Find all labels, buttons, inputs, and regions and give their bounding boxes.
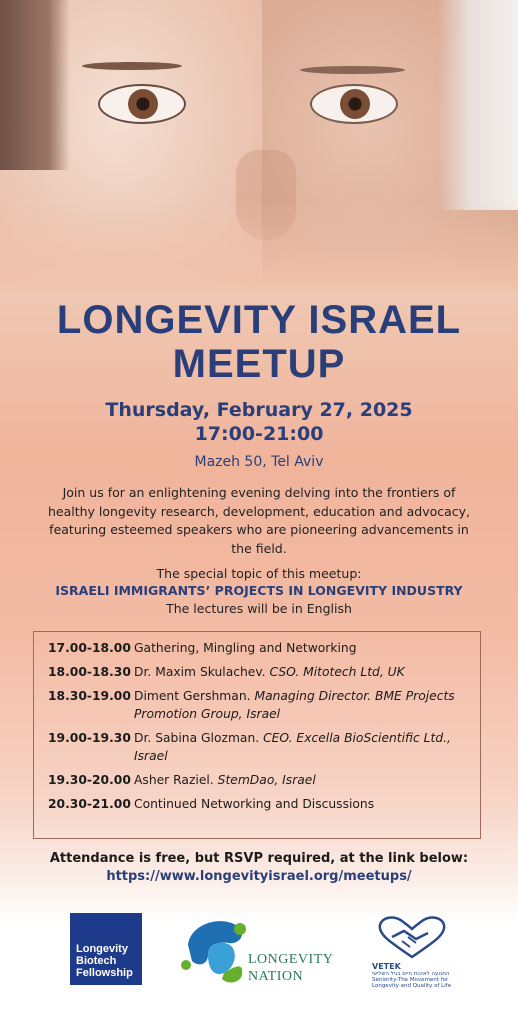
schedule-desc: Gathering, Mingling and Networking (134, 641, 357, 655)
vetek-subtitle: Seniority-The Movement for Longevity and Quality of Life (372, 977, 452, 990)
longevity-nation-emblem-icon (178, 915, 258, 987)
schedule-time: 17.00-18.00 (48, 641, 131, 655)
schedule-row (48, 663, 470, 681)
speaker-role: CEO. Excella BioScientific Ltd., Israel (134, 731, 451, 763)
speaker-role: StemDao, Israel (217, 773, 316, 787)
topic-title: ISRAELI IMMIGRANTS’ PROJECTS IN LONGEVITY INDUSTRY (55, 583, 463, 598)
schedule-desc: Asher Raziel. StemDao, Israel (134, 773, 316, 787)
schedule-time: 18.30-19.00 (48, 689, 131, 703)
schedule-row (48, 771, 470, 789)
longevity-biotech-fellowship-logo (70, 913, 142, 985)
vetek-logo (372, 913, 452, 993)
hero-fade (0, 200, 518, 290)
schedule-desc: Diment Gershman. Managing Director. BME Projects Promotion Group, Israel (134, 689, 455, 721)
speaker-role: CSO. Mitotech Ltd, UK (269, 665, 405, 679)
longevity-nation-text: LONGEVITY NATION (248, 952, 334, 984)
speaker-role: Managing Director. BME Projects Promotion Group, Israel (134, 689, 455, 721)
rsvp-link[interactable]: https://www.longevityisrael.org/meetups/ (106, 869, 412, 884)
vetek-hebrew: התנועה לאיכות חיים בגיל השלישי (372, 971, 450, 977)
schedule-desc: Dr. Maxim Skulachev. CSO. Mitotech Ltd, UK (134, 665, 405, 679)
young-eye (98, 84, 186, 124)
left-eyebrow (82, 62, 182, 70)
event-venue: Mazeh 50, Tel Aviv (194, 454, 324, 470)
lbf-line: Longevity (76, 943, 128, 955)
dark-hair (0, 0, 70, 170)
schedule-box (33, 631, 481, 839)
schedule-desc: Continued Networking and Discussions (134, 797, 375, 811)
topic-intro: The special topic of this meetup: (156, 566, 362, 581)
schedule-time: 18.00-18.30 (48, 665, 131, 679)
lbf-line: Biotech (76, 955, 117, 967)
schedule-time: 19.30-20.00 (48, 773, 131, 787)
title-line-1: LONGEVITY ISRAEL (56, 298, 462, 342)
schedule-time: 19.00-19.30 (48, 731, 131, 745)
lbf-line: Fellowship (76, 967, 133, 979)
longevity-nation-logo (178, 915, 348, 987)
title-line-2: MEETUP (172, 342, 346, 386)
hero-image (0, 0, 518, 290)
intro-text: Join us for an enlightening evening delving into the frontiers of healthy longevity research, development, education and advocacy, featuring esteemed speakers who are pioneering advancements in the field. (47, 485, 471, 556)
vetek-name: VETEK (372, 962, 401, 971)
schedule-row (48, 729, 470, 765)
schedule-desc: Dr. Sabina Glozman. CEO. Excella BioScientific Ltd., Israel (134, 731, 451, 763)
attendance-note: Attendance is free, but RSVP required, at the link below: (49, 851, 469, 866)
event-time: 17:00-21:00 (194, 423, 324, 445)
schedule-row (48, 639, 470, 657)
white-hair (438, 0, 518, 210)
old-eye (310, 84, 398, 124)
schedule-time: 20.30-21.00 (48, 797, 131, 811)
schedule-row (48, 795, 470, 813)
heart-handshake-icon (372, 913, 452, 961)
event-date: Thursday, February 27, 2025 (105, 399, 413, 421)
language-note: The lectures will be in English (166, 601, 352, 616)
right-eyebrow (300, 66, 405, 74)
schedule-row (48, 687, 470, 723)
